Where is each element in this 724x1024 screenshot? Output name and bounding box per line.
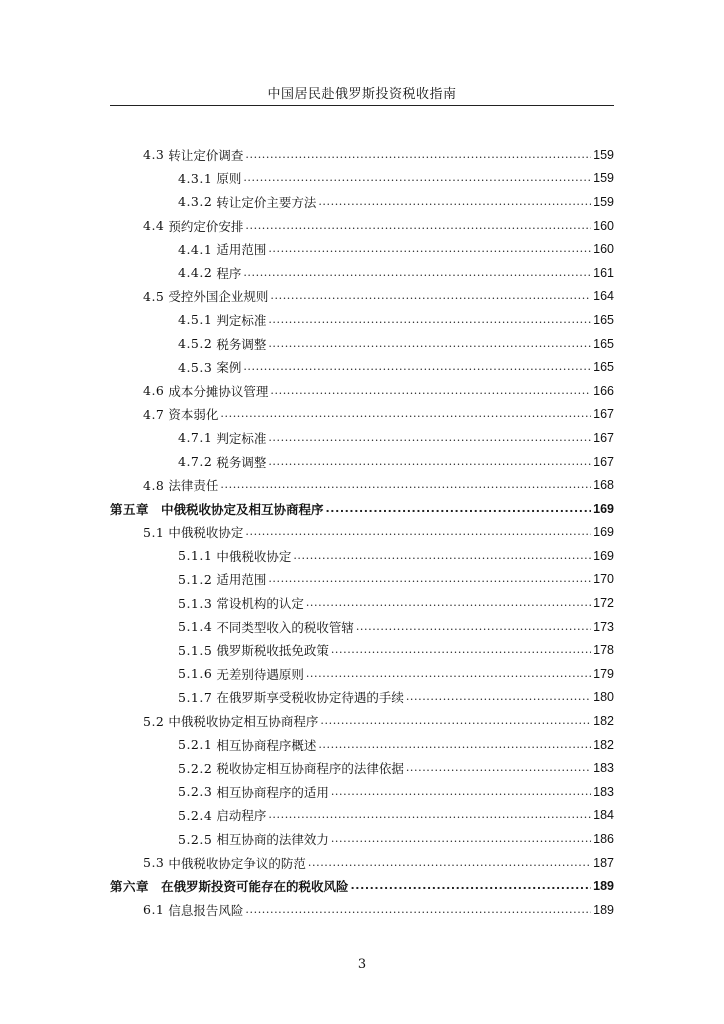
toc-entry-number: 4.5.1 <box>178 312 213 328</box>
page-header-title: 中国居民赴俄罗斯投资税收指南 <box>267 87 457 102</box>
toc-entry-number: 4.3.1 <box>178 170 213 186</box>
toc-entry-page: 169 <box>593 501 614 516</box>
toc-chapter-entry[interactable] <box>110 874 614 898</box>
toc-entry-number: 第六章 <box>110 879 150 895</box>
toc-entry-title: 俄罗斯税收抵免政策 <box>216 643 329 659</box>
toc-dot-leader <box>306 667 591 681</box>
toc-entry-number: 5.3 <box>143 855 165 871</box>
toc-dot-leader <box>243 360 591 374</box>
toc-entry-page: 165 <box>593 312 614 327</box>
toc-dot-leader <box>245 903 591 917</box>
toc-entry-page: 167 <box>593 454 614 469</box>
toc-entry-number: 5.1.6 <box>178 666 213 682</box>
toc-entry-page: 166 <box>593 383 614 398</box>
toc-entry-page: 182 <box>593 714 614 729</box>
toc-entry[interactable] <box>110 379 614 403</box>
toc-entry-page: 183 <box>593 761 614 776</box>
toc-entry-page: 173 <box>593 619 614 634</box>
toc-dot-leader <box>326 502 592 516</box>
toc-entry-number: 4.7.1 <box>178 430 213 446</box>
toc-entry-number: 5.2 <box>143 713 165 729</box>
toc-entry-title: 转让定价调查 <box>168 147 244 163</box>
toc-dot-leader <box>406 761 591 775</box>
toc-entry-page: 165 <box>593 360 614 375</box>
toc-entry[interactable] <box>110 827 614 851</box>
toc-entry-page: 189 <box>593 902 614 917</box>
toc-entry[interactable] <box>110 851 614 875</box>
toc-entry-page: 170 <box>593 572 614 587</box>
toc-entry[interactable] <box>110 568 614 592</box>
toc-entry-page: 182 <box>593 737 614 752</box>
toc-entry-page: 187 <box>593 855 614 870</box>
toc-entry[interactable] <box>110 591 614 615</box>
toc-dot-leader <box>220 407 591 421</box>
toc-entry-page: 189 <box>593 879 614 894</box>
toc-entry-title: 税务调整 <box>216 336 267 352</box>
toc-entry-number: 4.4 <box>143 218 165 234</box>
toc-entry-title: 信息报告风险 <box>168 902 244 918</box>
toc-entry[interactable] <box>110 756 614 780</box>
toc-entry-title: 不同类型收入的税收管辖 <box>216 619 354 635</box>
toc-entry-number: 第五章 <box>110 501 150 517</box>
toc-entry-title: 案例 <box>216 360 242 376</box>
toc-entry-number: 5.2.4 <box>178 807 213 823</box>
toc-entry-title: 相互协商程序概述 <box>216 737 317 753</box>
toc-entry-number: 4.7 <box>143 406 165 422</box>
toc-entry-page: 178 <box>593 643 614 658</box>
toc-entry[interactable] <box>110 686 614 710</box>
toc-entry-title: 适用范围 <box>216 572 267 588</box>
toc-entry-page: 164 <box>593 289 614 304</box>
toc-dot-leader <box>293 549 591 563</box>
toc-entry-title: 在俄罗斯投资可能存在的税收风险 <box>161 879 349 895</box>
toc-entry-number: 5.2.1 <box>178 737 213 753</box>
toc-entry-title: 中俄税收协定 <box>168 525 244 541</box>
toc-entry-page: 160 <box>593 218 614 233</box>
toc-entry[interactable] <box>110 285 614 309</box>
toc-entry[interactable] <box>110 237 614 261</box>
toc-entry-page: 172 <box>593 596 614 611</box>
page-number: 3 <box>357 957 367 972</box>
toc-entry-page: 167 <box>593 430 614 445</box>
toc-entry-number: 5.1.5 <box>178 642 213 658</box>
toc-entry[interactable] <box>110 143 614 167</box>
toc-dot-leader <box>245 525 591 539</box>
toc-entry-title: 预约定价安排 <box>168 218 244 234</box>
toc-entry-title: 原则 <box>216 171 242 187</box>
toc-entry-number: 5.1.7 <box>178 689 213 705</box>
header-rule <box>110 105 614 106</box>
toc-entry-page: 183 <box>593 784 614 799</box>
toc-entry-number: 5.2.2 <box>178 760 213 776</box>
table-of-contents <box>110 143 614 922</box>
toc-dot-leader <box>268 572 591 586</box>
toc-dot-leader <box>320 714 591 728</box>
toc-entry-title: 转让定价主要方法 <box>216 194 317 210</box>
toc-entry-number: 5.2.3 <box>178 784 213 800</box>
toc-entry-page: 179 <box>593 666 614 681</box>
toc-entry[interactable] <box>110 473 614 497</box>
toc-entry-title: 判定标准 <box>216 430 267 446</box>
toc-entry-number: 5.1.3 <box>178 595 213 611</box>
toc-entry-page: 169 <box>593 525 614 540</box>
toc-entry[interactable] <box>110 638 614 662</box>
toc-entry-title: 在俄罗斯享受税收协定待遇的手续 <box>216 690 404 706</box>
toc-entry-title: 无差别待遇原则 <box>216 666 304 682</box>
toc-dot-leader <box>406 690 591 704</box>
toc-entry[interactable] <box>110 544 614 568</box>
toc-entry[interactable] <box>110 450 614 474</box>
toc-dot-leader <box>270 384 591 398</box>
toc-entry[interactable] <box>110 332 614 356</box>
toc-entry-page: 160 <box>593 242 614 257</box>
toc-entry-title: 常设机构的认定 <box>216 596 304 612</box>
toc-entry-number: 5.1.2 <box>178 571 213 587</box>
toc-entry-number: 4.3 <box>143 147 165 163</box>
toc-entry[interactable] <box>110 403 614 427</box>
toc-dot-leader <box>308 856 591 870</box>
toc-entry-page: 159 <box>593 194 614 209</box>
toc-entry[interactable] <box>110 214 614 238</box>
toc-entry-page: 186 <box>593 832 614 847</box>
toc-entry-number: 4.7.2 <box>178 454 213 470</box>
toc-dot-leader <box>270 289 591 303</box>
toc-dot-leader <box>331 643 591 657</box>
toc-entry[interactable] <box>110 898 614 922</box>
toc-dot-leader <box>356 620 591 634</box>
toc-entry[interactable] <box>110 426 614 450</box>
toc-dot-leader <box>331 785 591 799</box>
toc-dot-leader <box>243 171 591 185</box>
toc-entry-number: 5.2.5 <box>178 831 213 847</box>
toc-entry-number: 4.5.3 <box>178 359 213 375</box>
toc-entry[interactable] <box>110 167 614 191</box>
toc-entry-page: 184 <box>593 808 614 823</box>
toc-dot-leader <box>318 195 591 209</box>
toc-dot-leader <box>318 738 591 752</box>
toc-entry[interactable] <box>110 355 614 379</box>
toc-dot-leader <box>331 832 591 846</box>
toc-dot-leader <box>245 148 591 162</box>
toc-entry-number: 5.1.1 <box>178 548 213 564</box>
toc-entry-title: 相互协商程序的适用 <box>216 784 329 800</box>
toc-entry[interactable] <box>110 261 614 285</box>
toc-entry[interactable] <box>110 190 614 214</box>
toc-entry-number: 4.4.2 <box>178 265 213 281</box>
toc-dot-leader <box>243 266 591 280</box>
toc-entry[interactable] <box>110 780 614 804</box>
toc-dot-leader <box>351 879 592 893</box>
toc-dot-leader <box>268 242 591 256</box>
toc-entry[interactable] <box>110 662 614 686</box>
toc-entry-number: 4.8 <box>143 477 165 493</box>
toc-entry-title: 判定标准 <box>216 312 267 328</box>
toc-entry-title: 法律责任 <box>168 478 219 494</box>
toc-entry-number: 4.4.1 <box>178 241 213 257</box>
toc-chapter-entry[interactable] <box>110 497 614 521</box>
toc-entry[interactable] <box>110 709 614 733</box>
toc-dot-leader <box>268 808 591 822</box>
toc-entry-number: 5.1.4 <box>178 619 213 635</box>
toc-entry[interactable] <box>110 308 614 332</box>
toc-entry-title: 中俄税收协定争议的防范 <box>168 855 306 871</box>
toc-entry-title: 中俄税收协定 <box>216 548 292 564</box>
toc-entry-page: 159 <box>593 147 614 162</box>
toc-dot-leader <box>268 337 591 351</box>
toc-dot-leader <box>268 431 591 445</box>
toc-entry-page: 169 <box>593 548 614 563</box>
toc-entry-title: 税务调整 <box>216 454 267 470</box>
toc-dot-leader <box>268 455 591 469</box>
toc-entry-title: 相互协商的法律效力 <box>216 832 329 848</box>
toc-entry-page: 159 <box>593 171 614 186</box>
toc-entry-title: 受控外国企业规则 <box>168 289 269 305</box>
toc-entry-title: 成本分摊协议管理 <box>168 383 269 399</box>
toc-dot-leader <box>306 596 591 610</box>
toc-entry[interactable] <box>110 521 614 545</box>
toc-entry-page: 167 <box>593 407 614 422</box>
toc-dot-leader <box>268 313 591 327</box>
toc-entry-number: 6.1 <box>143 902 165 918</box>
toc-entry-number: 5.1 <box>143 524 165 540</box>
toc-entry-title: 中俄税收协定及相互协商程序 <box>161 501 324 517</box>
toc-entry[interactable] <box>110 804 614 828</box>
toc-entry-title: 程序 <box>216 265 242 281</box>
toc-entry-title: 资本弱化 <box>168 407 219 423</box>
toc-entry-page: 165 <box>593 336 614 351</box>
toc-entry-title: 适用范围 <box>216 242 267 258</box>
toc-entry-page: 161 <box>593 265 614 280</box>
toc-entry-number: 4.5 <box>143 288 165 304</box>
toc-entry-number: 4.6 <box>143 383 165 399</box>
toc-entry[interactable] <box>110 733 614 757</box>
toc-entry-page: 180 <box>593 690 614 705</box>
toc-entry-page: 168 <box>593 478 614 493</box>
toc-entry-number: 4.5.2 <box>178 336 213 352</box>
toc-dot-leader <box>245 219 591 233</box>
toc-entry-number: 4.3.2 <box>178 194 213 210</box>
toc-dot-leader <box>220 478 591 492</box>
toc-entry-title: 启动程序 <box>216 808 267 824</box>
toc-entry-title: 税收协定相互协商程序的法律依据 <box>216 761 404 777</box>
toc-entry-title: 中俄税收协定相互协商程序 <box>168 714 319 730</box>
toc-entry[interactable] <box>110 615 614 639</box>
